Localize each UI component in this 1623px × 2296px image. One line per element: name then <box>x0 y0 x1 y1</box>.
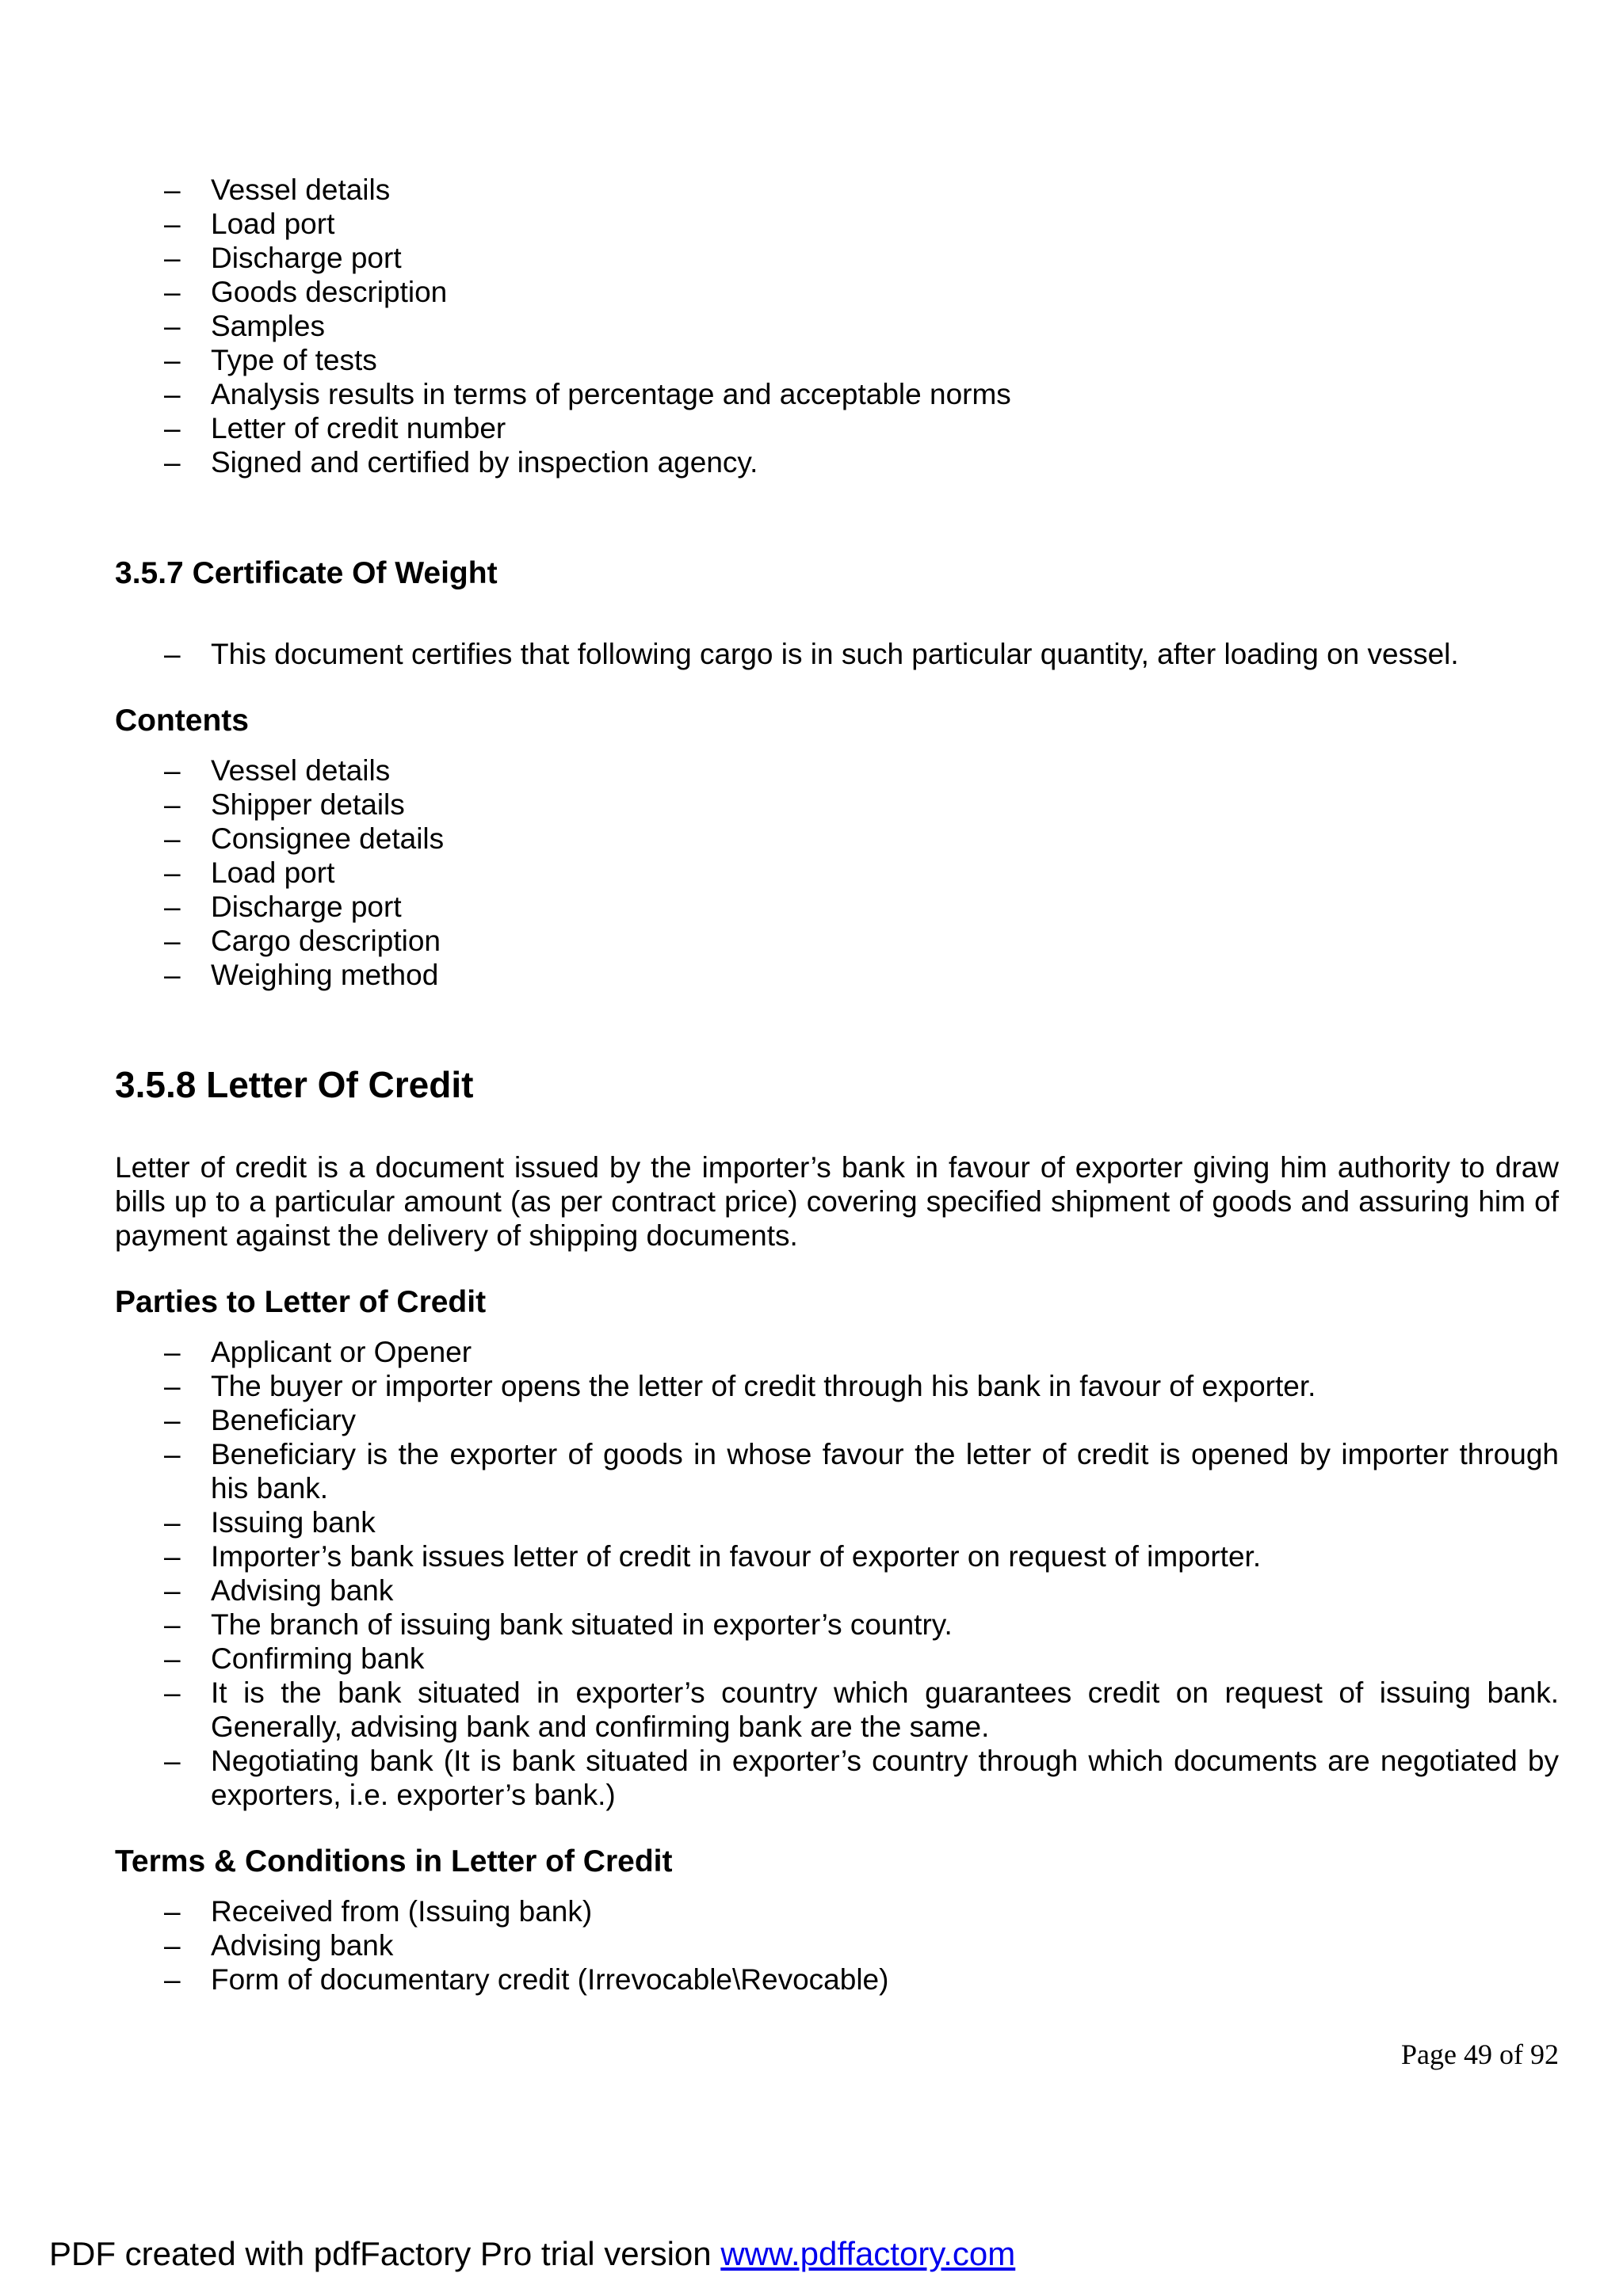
inspection-contents-list <box>115 173 1559 479</box>
list-item: – The branch of issuing bank situated in exporter’s country. <box>164 1608 953 1641</box>
dash-bullet: – <box>164 638 181 670</box>
list-item: – Analysis results in terms of percentage and acceptable norms <box>164 378 1011 410</box>
list-item: – Importer’s bank issues letter of credit in favour of exporter on request of importer. <box>164 1540 1262 1573</box>
list-item: – Cargo description <box>164 925 441 957</box>
list-item: – This document certifies that following cargo is in such particular quantity, after loading on vessel. <box>164 638 1459 670</box>
list-item: – It is the bank situated in exporter’s country which guarantees credit on request of issuing bank. Generally, advising bank and confirming bank are the same. <box>164 1676 1559 1743</box>
pdf-creator-banner <box>49 2234 1015 2274</box>
list-item: – Samples <box>164 310 325 342</box>
section-heading-letter-of-credit: 3.5.8 Letter Of Credit <box>115 1064 474 1105</box>
dash-bullet: – <box>164 1676 181 1709</box>
section-heading-certificate-of-weight: 3.5.7 Certificate Of Weight <box>115 556 498 590</box>
list-item: – Weighing method <box>164 959 439 991</box>
dash-bullet: – <box>164 446 181 479</box>
dash-bullet: – <box>164 1506 181 1539</box>
dash-bullet: – <box>164 1540 181 1573</box>
list-item: – The buyer or importer opens the letter of credit through his bank in favour of exporter. <box>164 1370 1316 1402</box>
terms-heading: Terms & Conditions in Letter of Credit <box>115 1844 673 1878</box>
list-item: – Signed and certified by inspection agency. <box>164 446 758 479</box>
dash-bullet: – <box>164 754 181 787</box>
dash-bullet: – <box>164 959 181 991</box>
dash-bullet: – <box>164 1963 181 1996</box>
dash-bullet: – <box>164 344 181 376</box>
list-item: – Form of documentary credit (Irrevocable\Revocable) <box>164 1963 889 1996</box>
dash-bullet: – <box>164 1370 181 1402</box>
list-item: – Discharge port <box>164 242 402 274</box>
list-item: – Consignee details <box>164 822 445 855</box>
dash-bullet: – <box>164 1745 181 1777</box>
dash-bullet: – <box>164 378 181 410</box>
dash-bullet: – <box>164 310 181 342</box>
list-item: – Negotiating bank (It is bank situated in exporter’s country through which documents are negotiated by exporters, i.e. exporter’s bank.) <box>164 1745 1559 1811</box>
page-number: Page 49 of 92 <box>1401 2039 1559 2070</box>
dash-bullet: – <box>164 242 181 274</box>
list-item: – Discharge port <box>164 891 402 923</box>
list-item: – Vessel details <box>164 754 391 787</box>
dash-bullet: – <box>164 1574 181 1607</box>
dash-bullet: – <box>164 1929 181 1962</box>
dash-bullet: – <box>164 856 181 889</box>
dash-bullet: – <box>164 1336 181 1368</box>
banner-text: PDF created with pdfFactory Pro trial version <box>49 2235 721 2272</box>
dash-bullet: – <box>164 174 181 206</box>
dash-bullet: – <box>164 822 181 855</box>
list-item: – Issuing bank <box>164 1506 376 1539</box>
parties-heading: Parties to Letter of Credit <box>115 1285 487 1319</box>
certificate-of-weight-description <box>115 637 1559 671</box>
list-item: – Beneficiary <box>164 1404 357 1436</box>
list-item: – Load port <box>164 856 335 889</box>
list-item: – Goods description <box>164 276 448 308</box>
pdffactory-link[interactable]: www.pdffactory.com <box>720 2235 1016 2272</box>
list-item: – Shipper details <box>164 788 405 821</box>
list-item: – Letter of credit number <box>164 412 506 444</box>
list-item: – Type of tests <box>164 344 377 376</box>
list-item: – Applicant or Opener <box>164 1336 472 1368</box>
list-item: – Advising bank <box>164 1929 394 1962</box>
dash-bullet: – <box>164 1404 181 1436</box>
list-item: – Load port <box>164 208 335 240</box>
list-item: – Received from (Issuing bank) <box>164 1895 593 1928</box>
dash-bullet: – <box>164 788 181 821</box>
list-item: – Advising bank <box>164 1574 394 1607</box>
dash-bullet: – <box>164 1895 181 1928</box>
list-item: – Beneficiary is the exporter of goods in whose favour the letter of credit is opened by importer through his bank. <box>164 1438 1559 1505</box>
document-page <box>115 173 1559 1997</box>
dash-bullet: – <box>164 1608 181 1641</box>
letter-of-credit-paragraph: Letter of credit is a document issued by the importer’s bank in favour of exporter giving him authority to draw bills up to a particular amount (as per contract price) covering specified shipment of goods and assuring him of payment against the delivery of shipping documents. <box>115 1151 1559 1252</box>
list-item: – Vessel details <box>164 174 391 206</box>
terms-list <box>115 1894 1559 1997</box>
dash-bullet: – <box>164 276 181 308</box>
list-item: – Confirming bank <box>164 1642 425 1675</box>
contents-heading: Contents <box>115 704 249 738</box>
dash-bullet: – <box>164 925 181 957</box>
dash-bullet: – <box>164 1642 181 1675</box>
dash-bullet: – <box>164 1438 181 1470</box>
parties-list <box>115 1335 1559 1812</box>
dash-bullet: – <box>164 208 181 240</box>
dash-bullet: – <box>164 891 181 923</box>
weight-contents-list <box>115 753 1559 992</box>
dash-bullet: – <box>164 412 181 444</box>
